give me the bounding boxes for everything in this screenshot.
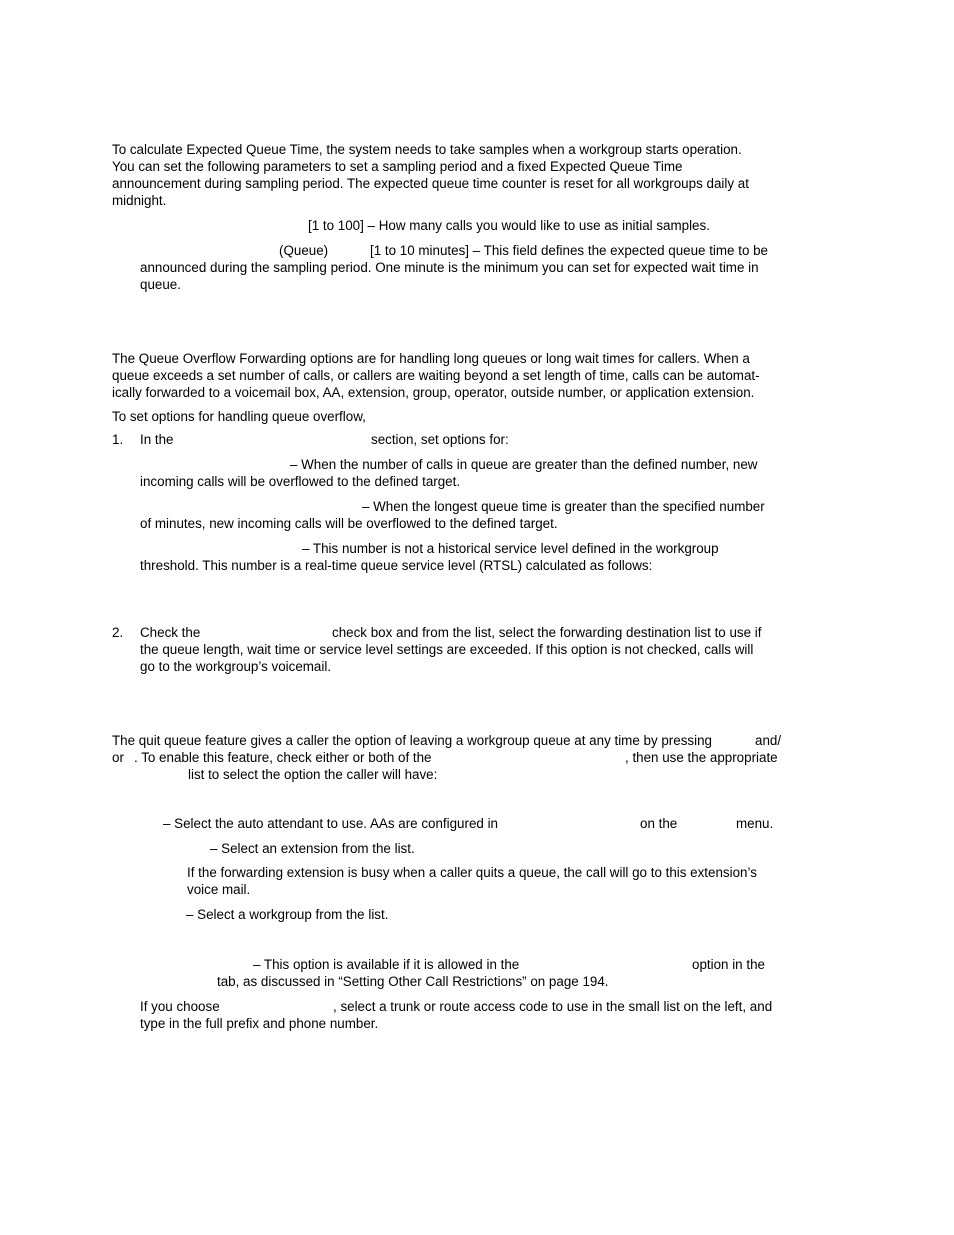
outside-number-desc-line-2: tab, as discussed in “Setting Other Call Restrictions” on page 194. bbox=[217, 974, 609, 989]
choose-note-prefix: If you choose bbox=[140, 999, 220, 1014]
busy-note-line-2: voice mail. bbox=[187, 882, 251, 897]
step-1-number: 1. bbox=[112, 432, 124, 447]
outside-number-desc: – This option is available if it is allowed in the bbox=[253, 957, 520, 972]
eqt-intro-line-3: announcement during sampling period. The expected queue time counter is reset for all workgroups daily at bbox=[112, 176, 749, 191]
aa-option-desc: – Select the auto attendant to use. AAs are configured in bbox=[163, 816, 498, 831]
eqt-intro-line-4: midnight. bbox=[112, 193, 167, 208]
step-1-prefix: In the bbox=[140, 432, 174, 447]
announce-time-line-3: queue. bbox=[140, 277, 181, 292]
overflow-intro-line-1: The Queue Overflow Forwarding options are for handling long queues or long wait times for callers. When a bbox=[112, 351, 750, 366]
eqt-intro-line-2: You can set the following parameters to set a sampling period and a fixed Expected Queue Time bbox=[112, 159, 683, 174]
step-2-suffix: check box and from the list, select the forwarding destination list to use if bbox=[332, 625, 762, 640]
outside-number-option-in-the: option in the bbox=[692, 957, 765, 972]
quit-queue-and-or: and/ bbox=[755, 733, 782, 748]
busy-note-line-1: If the forwarding extension is busy when a caller quits a queue, the call will go to this extension’s bbox=[187, 865, 757, 880]
step-2-line-3: go to the workgroup’s voicemail. bbox=[140, 659, 332, 674]
choose-note-line-2: type in the full prefix and phone number. bbox=[140, 1016, 379, 1031]
choose-note-suffix: , select a trunk or route access code to use in the small list on the left, and bbox=[333, 999, 773, 1014]
step-2-prefix: Check the bbox=[140, 625, 201, 640]
quit-queue-or: or bbox=[112, 750, 124, 765]
eqt-intro-line-1: To calculate Expected Queue Time, the system needs to take samples when a workgroup starts operation. bbox=[112, 142, 742, 157]
queue-time-desc-line-1: – When the longest queue time is greater than the specified number bbox=[362, 499, 765, 514]
overflow-lead: To set options for handling queue overflow, bbox=[112, 409, 366, 424]
queue-time-desc-line-2: of minutes, new incoming calls will be overflowed to the defined target. bbox=[140, 516, 558, 531]
workgroup-option-desc: – Select a workgroup from the list. bbox=[186, 907, 389, 922]
queue-label: (Queue) bbox=[279, 243, 329, 258]
quit-queue-line-2-end: , then use the appropriate bbox=[625, 750, 778, 765]
calls-in-queue-desc-line-1: – When the number of calls in queue are greater than the defined number, new bbox=[290, 457, 758, 472]
quit-queue-line-2: . To enable this feature, check either or both of the bbox=[134, 750, 432, 765]
overflow-intro-line-3: ically forwarded to a voicemail box, AA, extension, group, operator, outside number, or application extension. bbox=[112, 385, 755, 400]
service-level-desc-line-2: threshold. This number is a real-time queue service level (RTSL) calculated as follows: bbox=[140, 558, 653, 573]
initial-samples-description: [1 to 100] – How many calls you would like to use as initial samples. bbox=[308, 218, 710, 233]
aa-option-menu: menu. bbox=[736, 816, 774, 831]
calls-in-queue-desc-line-2: incoming calls will be overflowed to the defined target. bbox=[140, 474, 461, 489]
service-level-desc-line-1: – This number is not a historical service level defined in the workgroup bbox=[302, 541, 719, 556]
announce-time-range: [1 to 10 minutes] – This field defines the expected queue time to be bbox=[370, 243, 769, 258]
step-2-number: 2. bbox=[112, 625, 124, 640]
quit-queue-line-1: The quit queue feature gives a caller the option of leaving a workgroup queue at any time by pressing bbox=[112, 733, 712, 748]
step-2-line-2: the queue length, wait time or service level settings are exceeded. If this option is not checked, calls will bbox=[140, 642, 754, 657]
extension-option-desc: – Select an extension from the list. bbox=[210, 841, 415, 856]
aa-option-on-the: on the bbox=[640, 816, 678, 831]
overflow-intro-line-2: queue exceeds a set number of calls, or callers are waiting beyond a set length of time, calls can be automat- bbox=[112, 368, 760, 383]
announce-time-line-2: announced during the sampling period. One minute is the minimum you can set for expected wait time in bbox=[140, 260, 759, 275]
step-1-suffix: section, set options for: bbox=[371, 432, 509, 447]
quit-queue-line-3: list to select the option the caller will have: bbox=[188, 767, 438, 782]
